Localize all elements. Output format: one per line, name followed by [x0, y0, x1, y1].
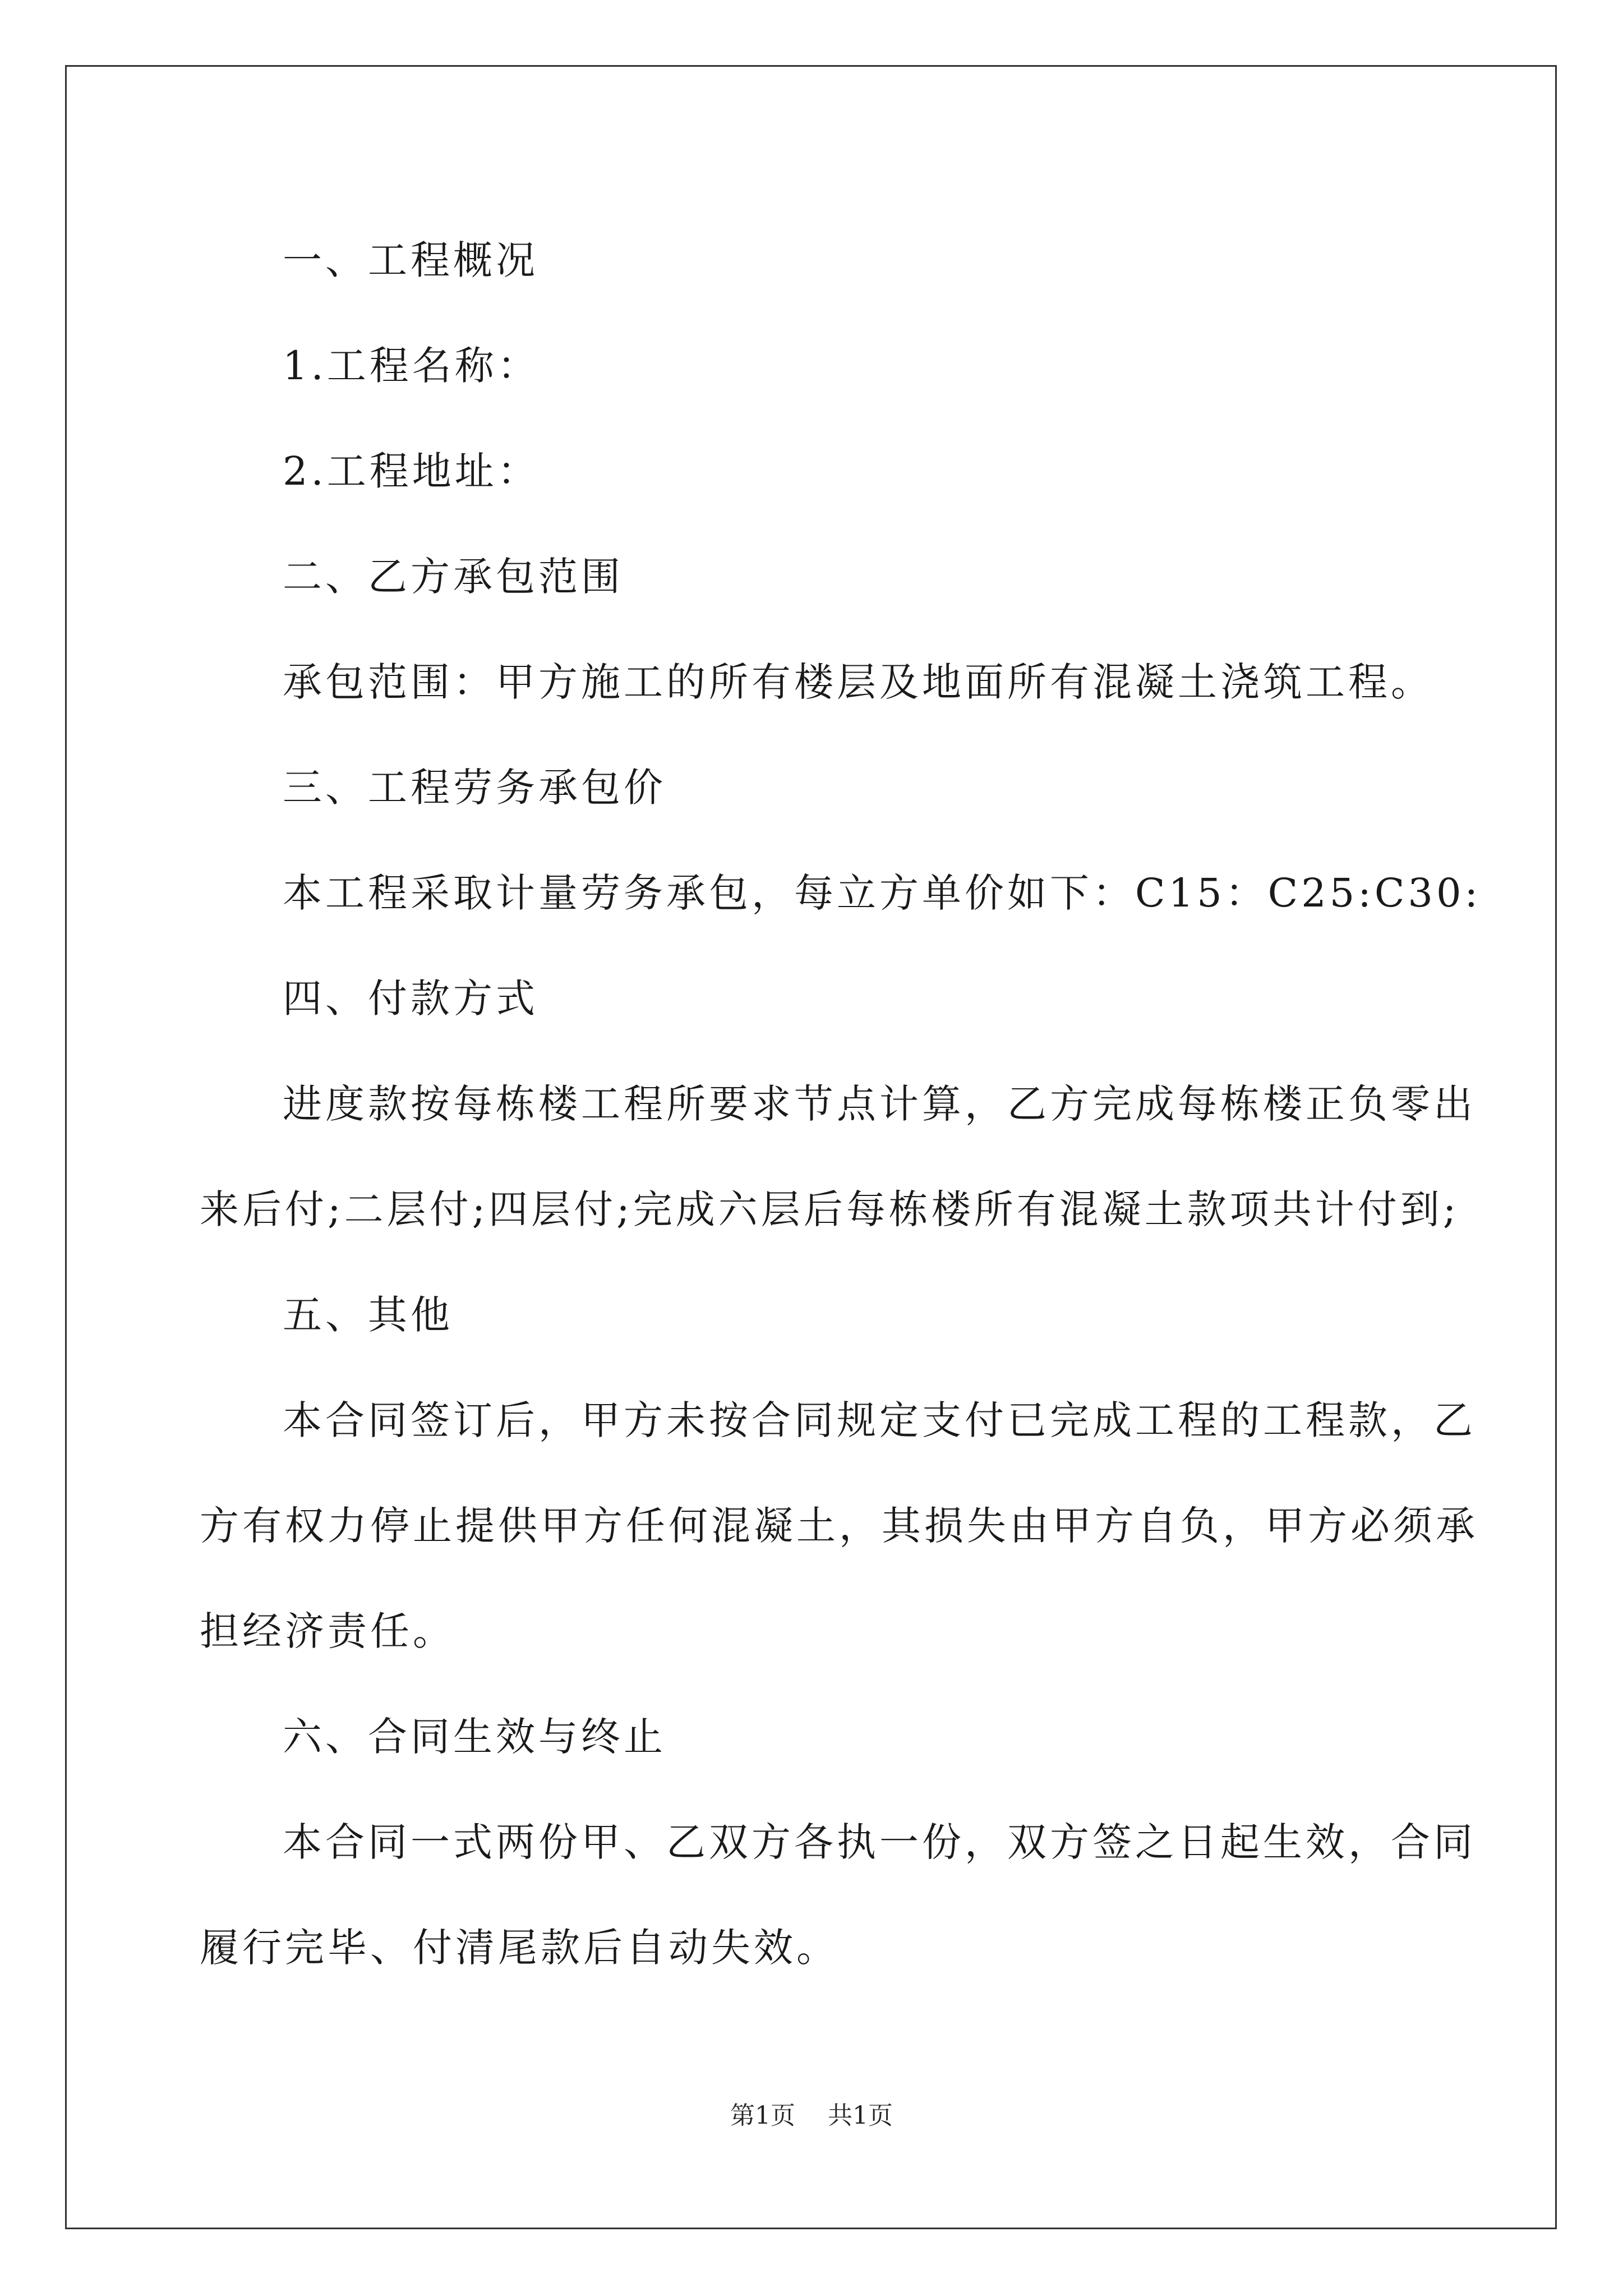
page-number-total: 共1页 — [828, 2101, 893, 2130]
project-name-line: 1.工程名称： — [283, 343, 540, 389]
paragraph-line: 本合同签订后，甲方未按合同规定支付已完成工程的工程款，乙 — [283, 1397, 1476, 1443]
paragraph-line: 本工程采取计量劳务承包，每立方单价如下：C15：C25:C30: — [283, 870, 1482, 916]
page-number-current: 第1页 — [730, 2101, 795, 2130]
section-heading: 四、付款方式 — [283, 976, 538, 1022]
paragraph-line: 承包范围：甲方施工的所有楼层及地面所有混凝土浇筑工程。 — [283, 659, 1433, 705]
section-heading: 六、合同生效与终止 — [283, 1714, 666, 1760]
document-body — [200, 208, 1482, 2000]
paragraph-line: 履行完毕、付清尾款后自动失效。 — [200, 1925, 839, 1971]
paragraph-line: 方有权力停止提供甲方任何混凝土，其损失由甲方自负，甲方必须承 — [200, 1503, 1478, 1549]
paragraph-line: 担经济责任。 — [200, 1608, 455, 1654]
paragraph-line: 本合同一式两份甲、乙双方各执一份，双方签之日起生效，合同 — [283, 1819, 1476, 1865]
project-address-line: 2.工程地址： — [283, 448, 540, 494]
section-heading: 一、工程概况 — [283, 237, 538, 283]
section-heading: 三、工程劳务承包价 — [283, 765, 666, 811]
paragraph-line: 进度款按每栋楼工程所要求节点计算，乙方完成每栋楼正负零出 — [283, 1081, 1476, 1127]
section-heading: 二、乙方承包范围 — [283, 554, 624, 600]
page-footer — [0, 2095, 1623, 2131]
paragraph-line: 来后付;二层付;四层付;完成六层后每栋楼所有混凝土款项共计付到; — [200, 1186, 1460, 1232]
section-heading: 五、其他 — [283, 1292, 453, 1338]
